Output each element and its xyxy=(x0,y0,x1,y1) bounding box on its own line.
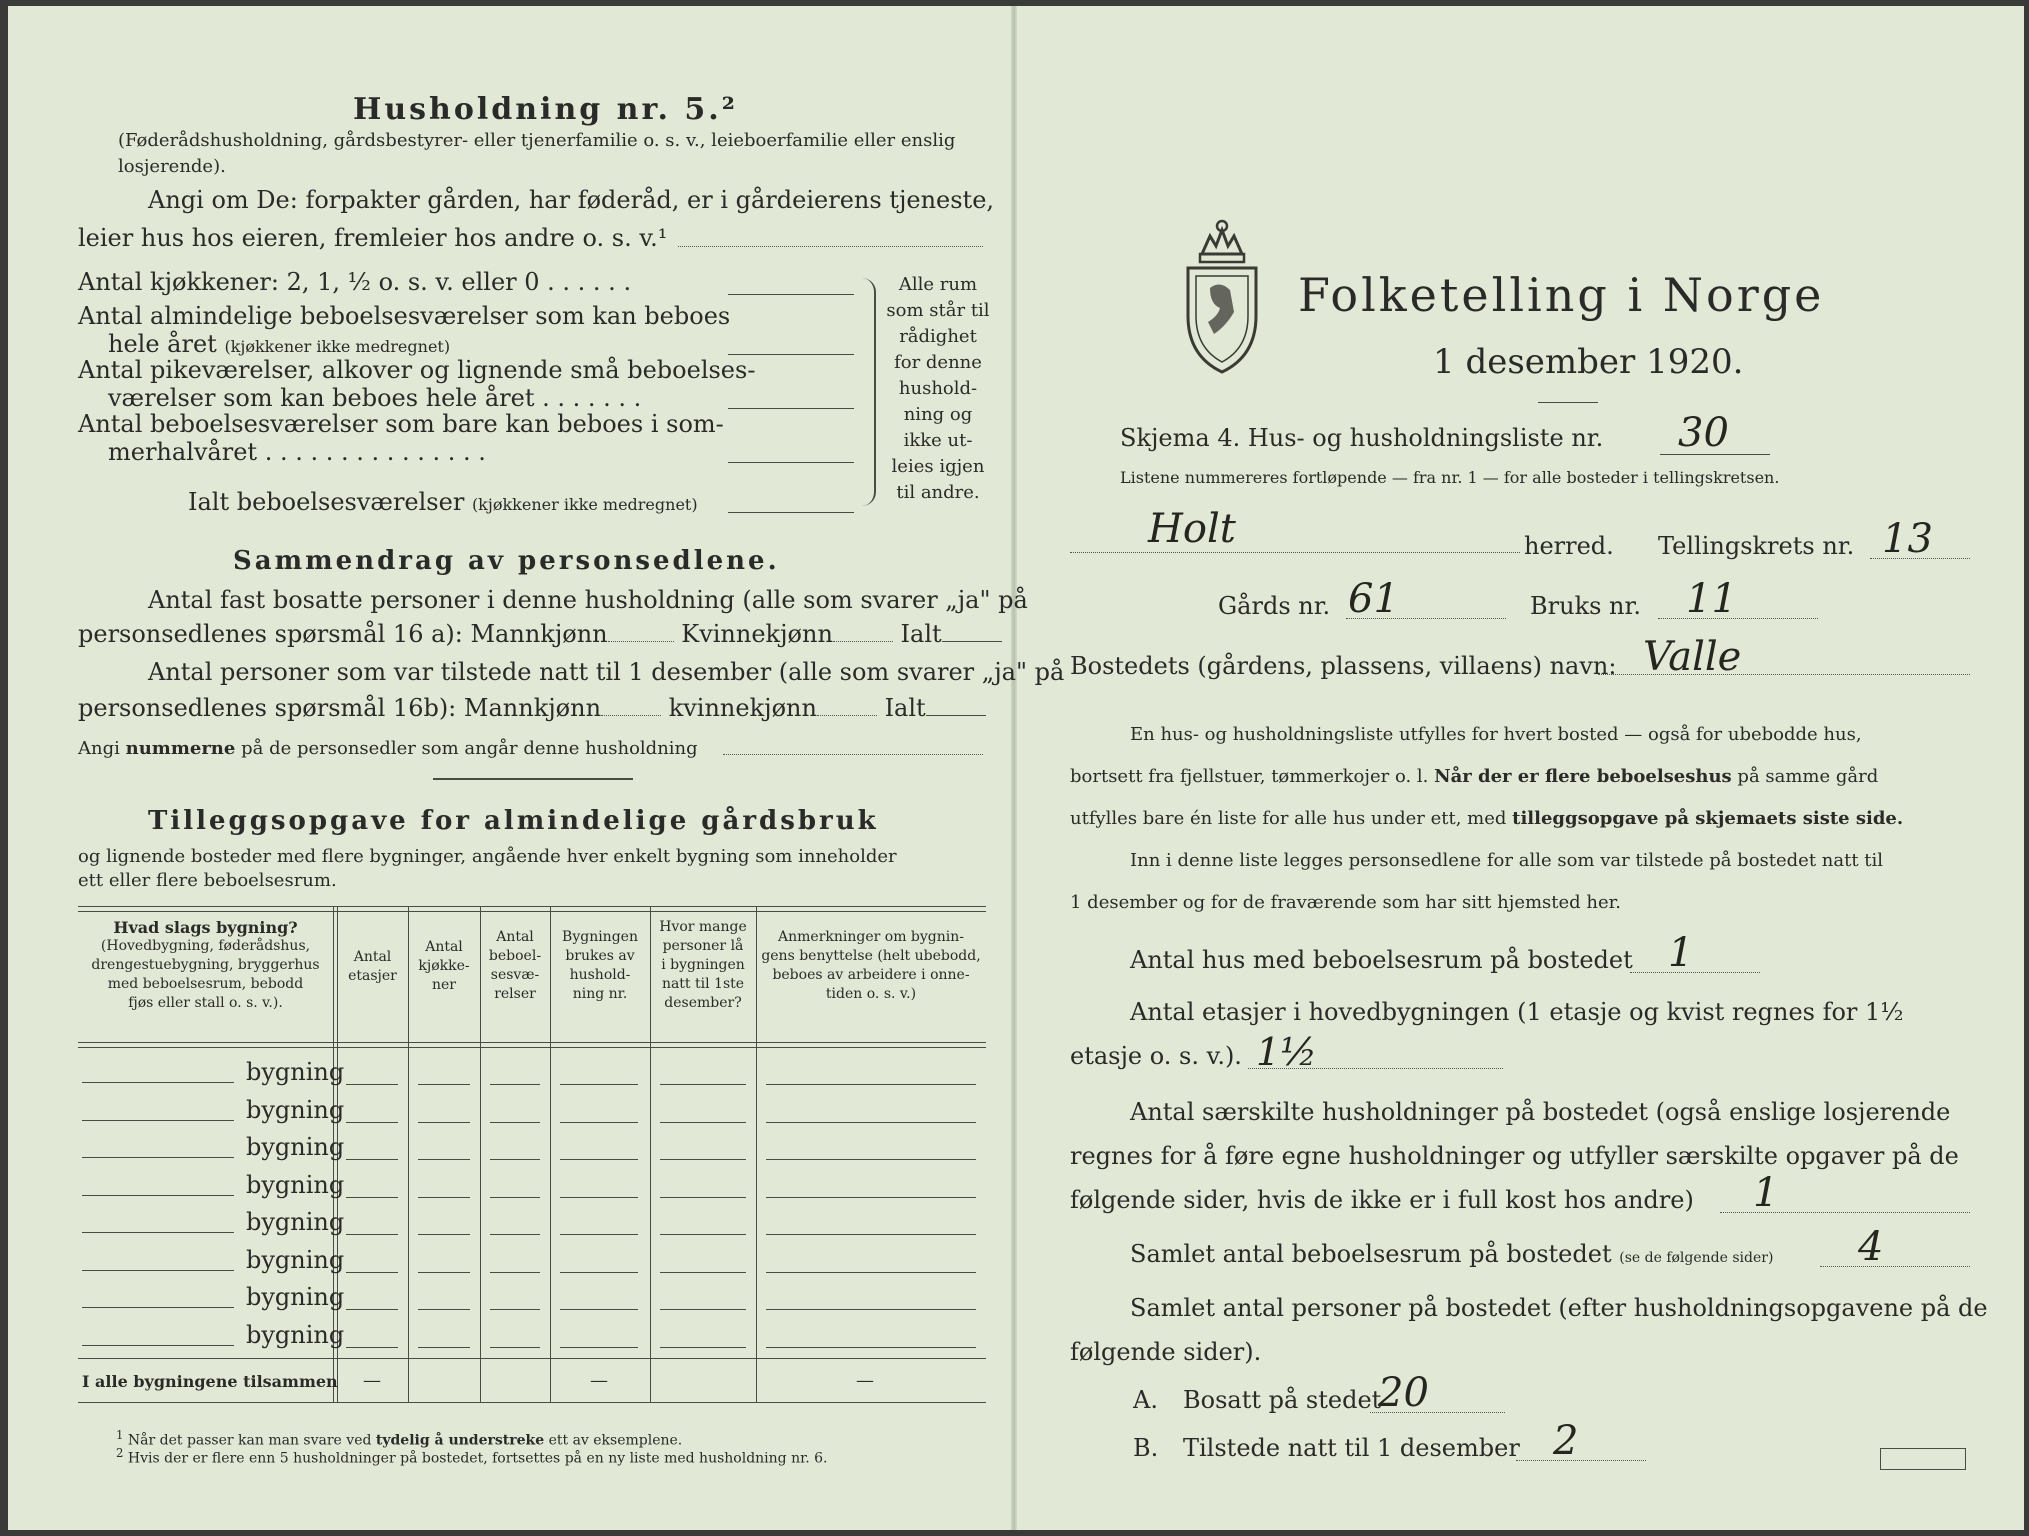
printer-stamp xyxy=(1880,1448,1966,1470)
bruks-line xyxy=(1658,618,1818,619)
kjokkener-answer-line[interactable] xyxy=(728,294,854,295)
table-cell-line[interactable] xyxy=(490,1122,540,1123)
table-cell-line[interactable] xyxy=(346,1234,398,1235)
table-cell-line[interactable] xyxy=(346,1197,398,1198)
bosatt-label: Bosatt på stedet xyxy=(1183,1386,1382,1414)
building-row-label: bygning xyxy=(246,1283,345,1311)
gards-line xyxy=(1346,618,1506,619)
household-subtitle: (Føderådshusholdning, gårdsbestyrer- eller tjenerfamilie o. s. v., leieboerfamilie eller enslig losjerende). xyxy=(118,130,956,177)
angi-line-2: leier hus hos eieren, fremleier hos andre o. s. v.¹ xyxy=(78,224,668,252)
table-cell-line[interactable] xyxy=(346,1347,398,1348)
listene-note: Listene nummereres fortløpende — fra nr. 1 — for alle bosteder i tellingskretsen. xyxy=(1120,468,1780,487)
table-cell-line[interactable] xyxy=(490,1234,540,1235)
building-row-label: bygning xyxy=(246,1245,345,1274)
table-cell-line[interactable] xyxy=(490,1197,540,1198)
table-row xyxy=(78,1096,986,1134)
table-cell-line[interactable] xyxy=(560,1234,638,1235)
table-cell-line[interactable] xyxy=(418,1309,470,1310)
table-cell-line[interactable] xyxy=(766,1234,976,1235)
table-cell-line[interactable] xyxy=(490,1272,540,1273)
skjema-nr-value[interactable]: 30 xyxy=(1678,410,1729,456)
table-cell-line[interactable] xyxy=(418,1347,470,1348)
table-row xyxy=(78,1246,986,1284)
etasjer-answer-line xyxy=(1248,1068,1503,1069)
building-row-label: bygning xyxy=(246,1320,345,1349)
table-row xyxy=(78,1058,986,1096)
table-cell-line[interactable] xyxy=(766,1084,976,1085)
building-type-answer-line[interactable] xyxy=(82,1270,234,1271)
table-cell-line[interactable] xyxy=(490,1159,540,1160)
building-type-answer-line[interactable] xyxy=(82,1232,234,1233)
bosted-line xyxy=(1598,674,1970,675)
tilstede-label: Tilstede natt til 1 desember xyxy=(1183,1434,1520,1462)
table-cell-line[interactable] xyxy=(660,1309,746,1310)
col-etasjer-header: Antal etasjer xyxy=(348,949,397,984)
building-type-answer-line[interactable] xyxy=(82,1195,234,1196)
tilstede-value[interactable]: 2 xyxy=(1553,1418,1579,1464)
ialt-label: Ialt beboelsesværelser (kjøkkener ikke medregnet) xyxy=(188,488,698,516)
saerskilte-answer-line xyxy=(1720,1212,1970,1213)
table-cell-line[interactable] xyxy=(560,1309,638,1310)
etasjer-line-1: Antal etasjer i hovedbygningen (1 etasje og kvist regnes for 1½ xyxy=(1130,998,1904,1026)
nummerne-answer-line[interactable] xyxy=(723,754,983,755)
hus-label: Antal hus med beboelsesrum på bostedet xyxy=(1130,946,1633,974)
table-cell-line[interactable] xyxy=(418,1122,470,1123)
herred-label: herred. xyxy=(1524,532,1614,560)
table-row xyxy=(78,1208,986,1246)
nummerne-line: Angi nummerne på de personsedler som angår denne husholdning xyxy=(78,738,698,759)
building-row-label: bygning xyxy=(246,1095,345,1124)
table-cell-line[interactable] xyxy=(346,1084,398,1085)
building-type-answer-line[interactable] xyxy=(82,1307,234,1308)
sum-anmerkning-dash: — xyxy=(856,1370,874,1391)
table-cell-line[interactable] xyxy=(346,1272,398,1273)
bruks-label: Bruks nr. xyxy=(1530,592,1641,620)
pike-line-2: værelser som kan beboes hele året . . . . . . . xyxy=(108,384,642,412)
table-cell-line[interactable] xyxy=(660,1197,746,1198)
table-cell-line[interactable] xyxy=(490,1084,540,1085)
almindelige-line-2: hele året (kjøkkener ikke medregnet) xyxy=(108,330,451,358)
samlet-personer-line-1: Samlet antal personer på bostedet (efter husholdningsopgavene på de xyxy=(1130,1294,1988,1322)
table-cell-line[interactable] xyxy=(560,1197,638,1198)
hus-value[interactable]: 1 xyxy=(1668,930,1694,976)
angi-line-1: Angi om De: forpakter gården, har føderåd, er i gårdeierens tjeneste, xyxy=(148,186,995,214)
saerskilte-line-1: Antal særskilte husholdninger på bostedet (også enslige losjerende xyxy=(1130,1098,1951,1126)
table-cell-line[interactable] xyxy=(418,1272,470,1273)
samlet-personer-line-2: følgende sider). xyxy=(1070,1338,1262,1366)
gards-label: Gårds nr. xyxy=(1218,592,1331,620)
building-row-label: bygning xyxy=(246,1170,345,1199)
footnote-2: $^2$ Hvis der er flere enn 5 husholdninger på bostedet, fortsettes på en ny liste med husholdning nr. 6. xyxy=(116,1446,828,1467)
table-cell-line[interactable] xyxy=(560,1084,638,1085)
krets-value[interactable]: 13 xyxy=(1882,516,1933,562)
table-cell-line[interactable] xyxy=(766,1122,976,1123)
hus-line xyxy=(1630,972,1760,973)
tillegg-title: Tilleggsopgave for almindelige gårdsbruk xyxy=(148,806,879,836)
col-husholdning-header: Bygningen brukes av hushold- ning nr. xyxy=(562,929,638,1002)
almindelige-answer-line[interactable] xyxy=(728,354,854,355)
table-cell-line[interactable] xyxy=(660,1272,746,1273)
tillegg-line-1: og lignende bosteder med flere bygninger, angående hver enkelt bygning som inneholder xyxy=(78,846,897,867)
table-row xyxy=(78,1171,986,1209)
table-cell-line[interactable] xyxy=(660,1159,746,1160)
bruks-value[interactable]: 11 xyxy=(1686,576,1737,622)
kjokkener-label: Antal kjøkkener: 2, 1, ½ o. s. v. eller 0 . . . . . . xyxy=(78,268,632,296)
table-cell-line[interactable] xyxy=(560,1122,638,1123)
skjema-nr-line xyxy=(1660,454,1770,455)
table-cell-line[interactable] xyxy=(490,1309,540,1310)
saerskilte-value[interactable]: 1 xyxy=(1753,1170,1779,1216)
tilstede-line-2: personsedlenes spørsmål 16b): Mannkjønn kvinnekjønn Ialt xyxy=(78,694,986,722)
table-cell-line[interactable] xyxy=(766,1197,976,1198)
table-cell-line[interactable] xyxy=(418,1197,470,1198)
table-cell-line[interactable] xyxy=(766,1347,976,1348)
sommer-line-2: merhalvåret . . . . . . . . . . . . . . . xyxy=(108,438,486,466)
sum-husholdning-dash: — xyxy=(590,1370,608,1391)
sidenote: Alle rum som står til rådighet for denne hushold- ning og ikke ut- leies igjen til andre. xyxy=(886,274,990,503)
table-cell-line[interactable] xyxy=(766,1272,976,1273)
etasjer-value[interactable]: 1½ xyxy=(1256,1030,1318,1074)
table-cell-line[interactable] xyxy=(346,1159,398,1160)
bosatt-letter: A. xyxy=(1133,1386,1158,1414)
col-anmerkninger-header: Anmerkninger om bygnin- gens benyttelse (helt ubebodd, beboes av arbeidere i onne- tiden o. s. v.) xyxy=(761,929,981,1002)
table-cell-line[interactable] xyxy=(490,1347,540,1348)
col-personer-header: Hvor mange personer lå i bygningen natt til 1ste desember? xyxy=(659,919,747,1011)
skjema-label: Skjema 4. Hus- og husholdningsliste nr. xyxy=(1120,424,1604,452)
herred-value[interactable]: Holt xyxy=(1148,506,1236,552)
building-type-answer-line[interactable] xyxy=(82,1082,234,1083)
norwegian-coat-of-arms-icon xyxy=(1180,216,1264,376)
bosatt-value[interactable]: 20 xyxy=(1378,1370,1429,1416)
sommer-answer-line[interactable] xyxy=(728,462,854,463)
sum-etasjer-dash: — xyxy=(363,1370,381,1391)
col-kjokkener-header: Antal kjøkke- ner xyxy=(418,939,470,993)
section-divider xyxy=(433,778,633,780)
sidenote-brace xyxy=(860,278,876,506)
fast-line-2: personsedlenes spørsmål 16 a): Mannkjønn Kvinnekjønn Ialt xyxy=(78,620,1002,648)
tilstede-line-1: Antal personer som var tilstede natt til 1 desember (alle som svarer „ja" på xyxy=(148,658,1065,686)
table-cell-line[interactable] xyxy=(418,1159,470,1160)
date-divider xyxy=(1538,402,1598,403)
household-title: Husholdning nr. 5.² xyxy=(353,92,738,127)
table-cell-line[interactable] xyxy=(560,1347,638,1348)
table-cell-line[interactable] xyxy=(346,1122,398,1123)
bosted-value[interactable]: Valle xyxy=(1643,634,1742,680)
table-cell-line[interactable] xyxy=(346,1309,398,1310)
table-cell-line[interactable] xyxy=(560,1159,638,1160)
table-cell-line[interactable] xyxy=(660,1234,746,1235)
samlet-rum-line xyxy=(1820,1266,1970,1267)
etasjer-line-2: etasje o. s. v.). xyxy=(1070,1042,1242,1070)
krets-line xyxy=(1870,558,1970,559)
gards-value[interactable]: 61 xyxy=(1348,576,1399,622)
table-cell-line[interactable] xyxy=(418,1084,470,1085)
saerskilte-line-3: følgende sider, hvis de ikke er i full kost hos andre) xyxy=(1070,1186,1694,1214)
building-row-label: bygning xyxy=(246,1208,345,1236)
instruction-4: Inn i denne liste legges personsedlene for alle som var tilstede på bostedet natt til xyxy=(1130,850,1884,871)
col-bygning-header: Hvad slags bygning? (Hovedbygning, føderådshus, drengestuebygning, bryggerhus med beboelsesrum, bebodd fjøs eller stall o. s. v.). xyxy=(91,918,320,1011)
instruction-2: bortsett fra fjellstuer, tømmerkojer o. l. Når der er flere beboelseshus på samme gård xyxy=(1070,766,1879,787)
sum-row-label: I alle bygningene tilsammen xyxy=(82,1372,338,1391)
census-form-sheet xyxy=(8,6,2024,1530)
krets-label: Tellingskrets nr. xyxy=(1658,532,1855,560)
census-title: Folketelling i Norge xyxy=(1298,268,1825,322)
sommer-line-1: Antal beboelsesværelser som bare kan beboes i som- xyxy=(78,410,724,438)
table-cell-line[interactable] xyxy=(766,1309,976,1310)
tillegg-line-2: ett eller flere beboelsesrum. xyxy=(78,870,337,891)
bosatt-line xyxy=(1370,1412,1505,1413)
sammendrag-title: Sammendrag av personsedlene. xyxy=(233,546,780,576)
footnote-1: $^1$ Når det passer kan man svare ved tydelig å understreke ett av eksemplene. xyxy=(116,1428,683,1449)
table-row xyxy=(78,1283,986,1321)
instruction-1: En hus- og husholdningsliste utfylles for hvert bosted — også for ubebodde hus, xyxy=(1130,724,1862,745)
building-type-answer-line[interactable] xyxy=(82,1157,234,1158)
tilstede-line xyxy=(1516,1460,1646,1461)
table-cell-line[interactable] xyxy=(560,1272,638,1273)
building-type-answer-line[interactable] xyxy=(82,1345,234,1346)
table-row xyxy=(78,1133,986,1171)
saerskilte-line-2: regnes for å føre egne husholdninger og utfyller særskilte opgaver på de xyxy=(1070,1142,1959,1170)
instruction-3: utfylles bare én liste for alle hus under ett, med tilleggsopgave på skjemaets siste side. xyxy=(1070,808,1904,829)
buildings-table xyxy=(78,906,986,1406)
building-row-label: bygning xyxy=(246,1058,345,1086)
herred-line xyxy=(1070,552,1520,553)
page-fold xyxy=(1011,6,1017,1530)
almindelige-line-1: Antal almindelige beboelsesværelser som kan beboes xyxy=(78,302,731,330)
building-type-answer-line[interactable] xyxy=(82,1120,234,1121)
col-vaerelser-header: Antal beboel- sesvæ- relser xyxy=(488,929,542,1002)
ialt-answer-line[interactable] xyxy=(728,512,854,513)
samlet-rum-label: Samlet antal beboelsesrum på bostedet (se de følgende sider) xyxy=(1130,1240,1774,1268)
bosted-label: Bostedets (gårdens, plassens, villaens) navn: xyxy=(1070,652,1617,680)
tilstede-letter: B. xyxy=(1133,1434,1159,1462)
table-cell-line[interactable] xyxy=(766,1159,976,1160)
table-cell-line[interactable] xyxy=(660,1347,746,1348)
census-date: 1 desember 1920. xyxy=(1433,342,1744,382)
table-row xyxy=(78,1321,986,1359)
angi-answer-line[interactable] xyxy=(678,246,983,247)
fast-line-1: Antal fast bosatte personer i denne husholdning (alle som svarer „ja" på xyxy=(148,586,1028,614)
table-cell-line[interactable] xyxy=(660,1122,746,1123)
table-cell-line[interactable] xyxy=(418,1234,470,1235)
table-cell-line[interactable] xyxy=(660,1084,746,1085)
samlet-rum-value[interactable]: 4 xyxy=(1858,1224,1884,1270)
pike-line-1: Antal pikeværelser, alkover og lignende små beboelses- xyxy=(78,356,756,384)
instruction-5: 1 desember og for de fraværende som har sitt hjemsted her. xyxy=(1070,892,1621,913)
pike-answer-line[interactable] xyxy=(728,408,854,409)
building-row-label: bygning xyxy=(246,1133,345,1161)
